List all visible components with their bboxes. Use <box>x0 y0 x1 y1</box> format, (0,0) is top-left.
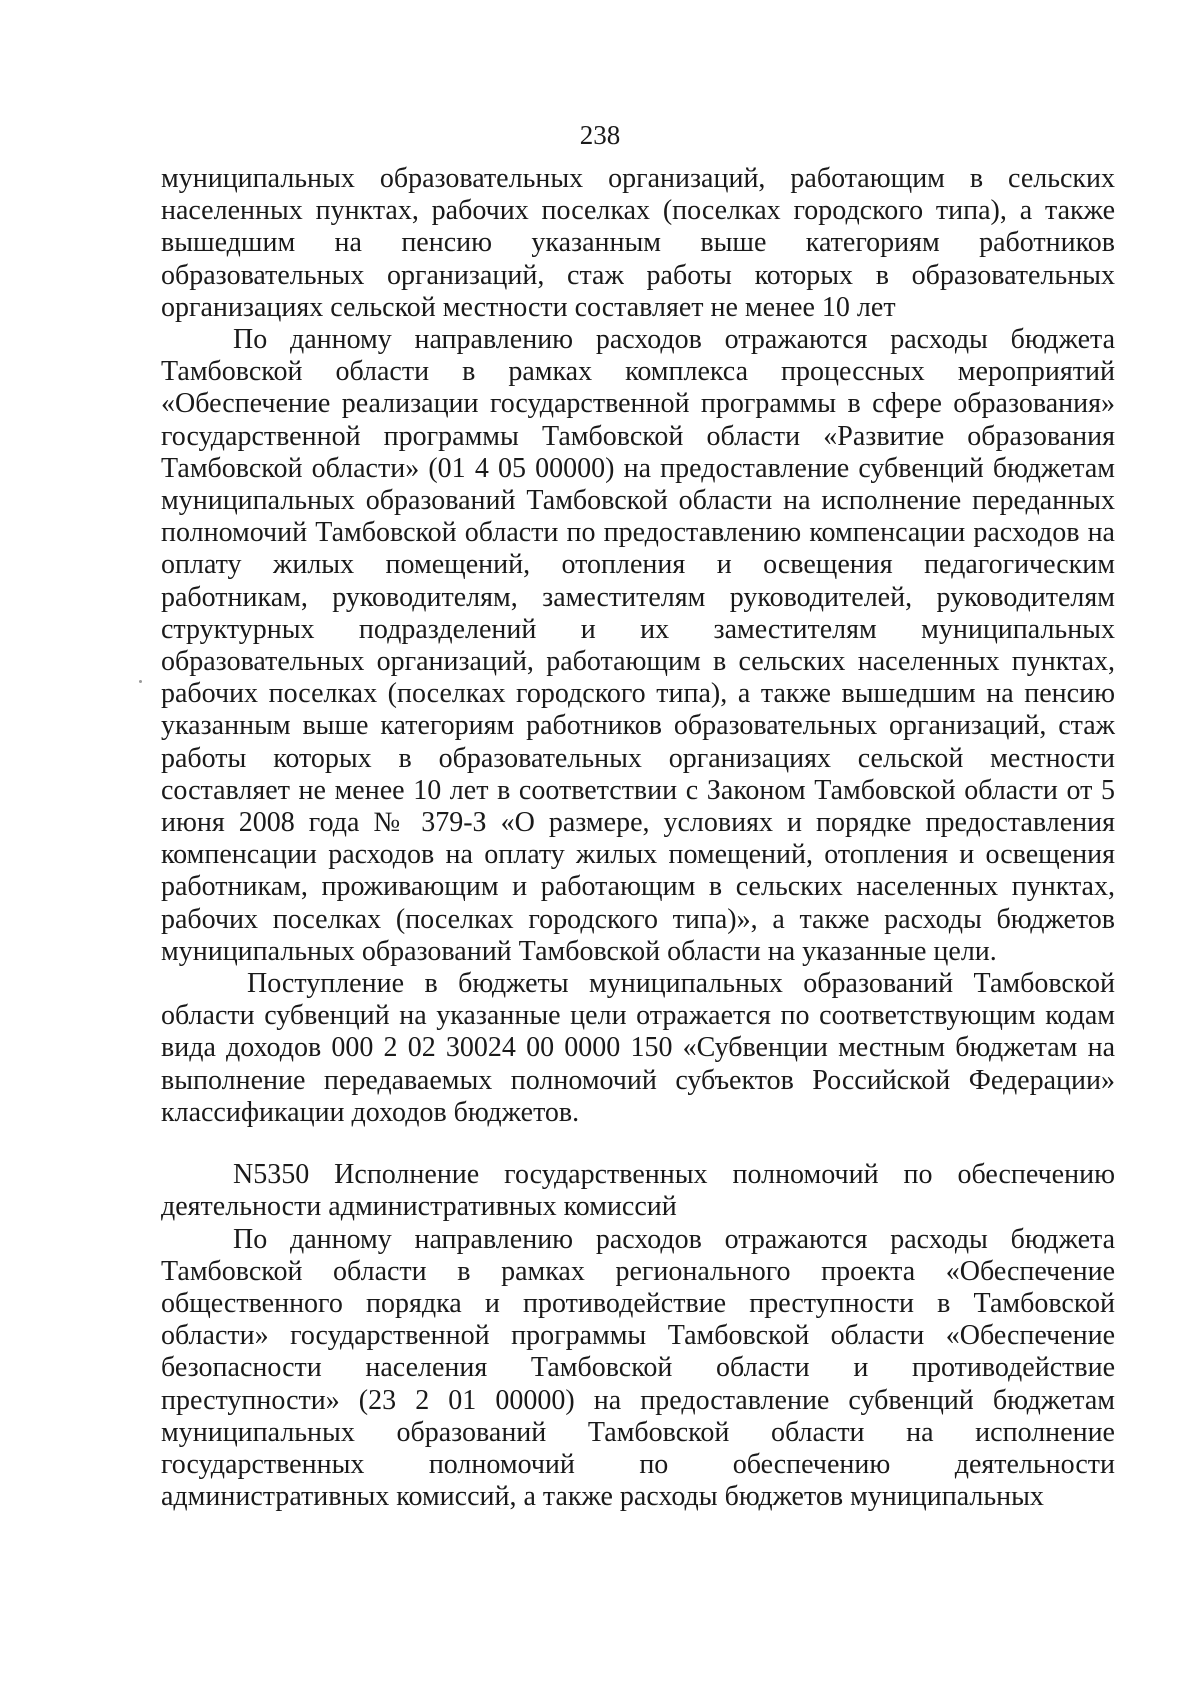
paragraph-continuation: муниципальных образовательных организаций, работающим в сельских населенных пунктах, рабочих поселках (поселках городского типа), а также вышедшим на пенсию указанным выше категориям работников образовательных организаций, стаж работы которых в образовательных организациях сельской местности составляет не менее 10 лет <box>161 163 1115 323</box>
section-heading-n5350: N5350 Исполнение государственных полномочий по обеспечению деятельности административных комиссий <box>161 1159 1115 1223</box>
paragraph-expense-direction: По данному направлению расходов отражаются расходы бюджета Тамбовской области в рамках комплекса процессных мероприятий «Обеспечение реализации государственной программы в сфере образования» государственной программы Тамбовской области «Развитие образования Тамбовской области» (01 4 05 00000) на предоставление субвенций бюджетам муниципальных образований Тамбовской области на исполнение переданных полномочий Тамбовской области по предоставлению компенсации расходов на оплату жилых помещений, отопления и освещения педагогическим работникам, руководителям, заместителям руководителей, руководителям структурных подразделений и их заместителям муниципальных образовательных организаций, работающим в сельских населенных пунктах, рабочих поселках (поселках городского типа), а также вышедшим на пенсию указанным выше категориям работников образовательных организаций, стаж работы которых в образовательных организациях сельской местности составляет не менее 10 лет в соответствии с Законом Тамбовской области от 5 июня 2008 года № 379-З «О размере, условиях и порядке предоставления компенсации расходов на оплату жилых помещений, отопления и освещения работникам, проживающим и работающим в сельских населенных пунктах, рабочих поселках (поселках городского типа)», а также расходы бюджетов муниципальных образований Тамбовской области на указанные цели. <box>161 324 1115 967</box>
scan-artifact <box>139 680 142 683</box>
page-number: 238 <box>579 120 621 150</box>
paragraph-revenue-codes: Поступление в бюджеты муниципальных образований Тамбовской области субвенций на указанные цели отражается по соответствующим кодам вида доходов 000 2 02 30024 00 0000 150 «Субвенции местным бюджетам на выполнение передаваемых полномочий субъектов Российской Федерации» классификации доходов бюджетов. <box>161 968 1115 1128</box>
document-body <box>161 163 1115 1513</box>
paragraph-n5350-description: По данному направлению расходов отражаются расходы бюджета Тамбовской области в рамках регионального проекта «Обеспечение общественного порядка и противодействие преступности в Тамбовской области» государственной программы Тамбовской области «Обеспечение безопасности населения Тамбовской области и противодействие преступности» (23 2 01 00000) на предоставление субвенций бюджетам муниципальных образований Тамбовской области на исполнение государственных полномочий по обеспечению деятельности административных комиссий, а также расходы бюджетов муниципальных <box>161 1223 1115 1513</box>
